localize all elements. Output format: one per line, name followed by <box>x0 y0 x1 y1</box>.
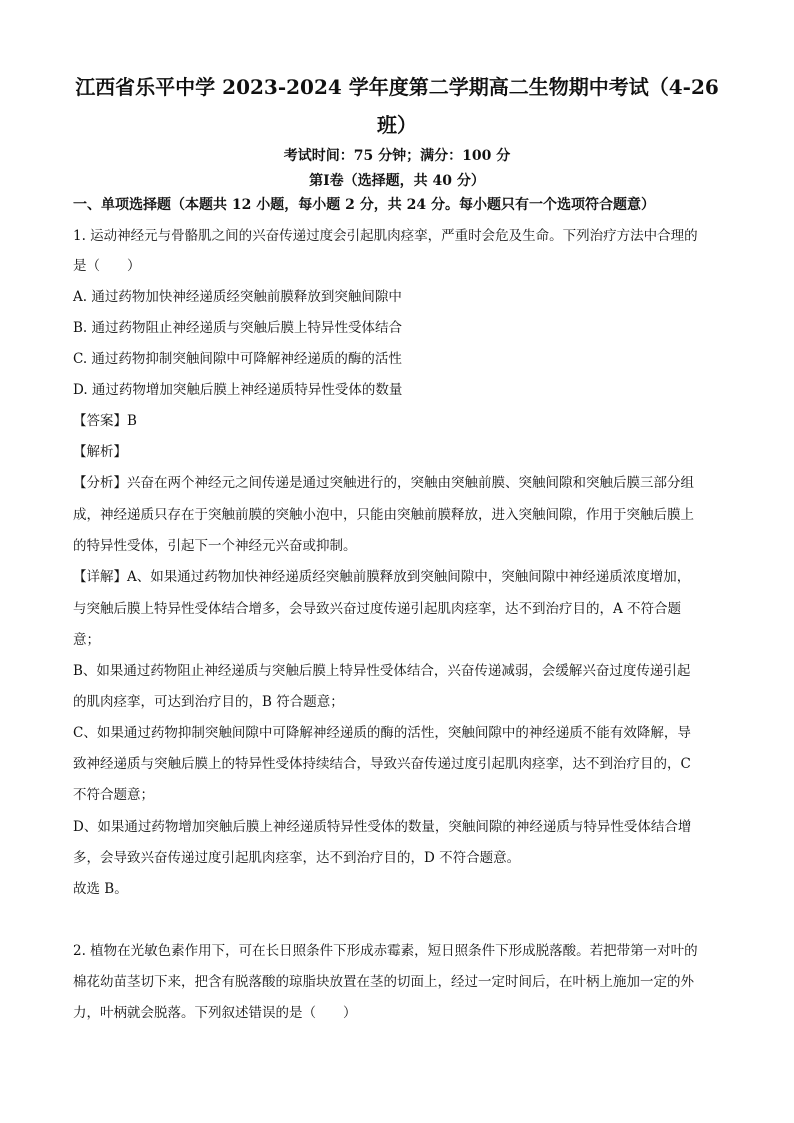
q1-option-c: C. 通过药物抑制突触间隙中可降解神经递质的酶的活性 <box>73 351 402 367</box>
q1-stem-line1: 1. 运动神经元与骨骼肌之间的兴奋传递过度会引起肌肉痉挛，严重时会危及生命。下列治疗方法中合理的 <box>73 228 698 244</box>
q1-option-d: D. 通过药物增加突触后膜上神经递质特异性受体的数量 <box>73 382 403 398</box>
q1-detail-line: 意； <box>73 632 100 648</box>
q1-conclusion: 故选 B。 <box>73 881 128 897</box>
q1-detail-line: 与突触后膜上特异性受体结合增多，会导致兴奋过度传递引起肌肉痉挛，达不到治疗目的，A 不符合题 <box>73 601 682 617</box>
q2-stem-line: 力，叶柄就会脱落。下列叙述错误的是（ ） <box>73 1005 357 1021</box>
q1-analysis-label: 【解析】 <box>73 444 127 460</box>
q1-detail-line: C、如果通过药物抑制突触间隙中可降解神经递质的酶的活性，突触间隙中的神经递质不能有效降解，导 <box>73 725 691 741</box>
q2-stem-line: 2. 植物在光敏色素作用下，可在长日照条件下形成赤霉素，短日照条件下形成脱落酸。若把带第一对叶的 <box>73 943 698 959</box>
q1-analysis-line: 的特异性受体，引起下一个神经元兴奋或抑制。 <box>73 538 357 554</box>
exam-title <box>60 68 734 144</box>
exam-title-line1: 江西省乐平中学 2023-2024 学年度第二学期高二生物期中考试（4-26 <box>75 75 719 99</box>
exam-title-line2: 班） <box>377 113 417 137</box>
q1-stem-line2: 是（ ） <box>73 258 141 274</box>
q1-detail-line: D、如果通过药物增加突触后膜上神经递质特异性受体的数量，突触间隙的神经递质与特异性受体结合增 <box>73 819 692 835</box>
q1-detail-line: 致神经递质与突触后膜上的特异性受体持续结合，导致兴奋传递过度引起肌肉痉挛，达不到治疗目的，C <box>73 756 691 772</box>
q1-analysis-line: 成，神经递质只存在于突触前膜的突触小泡中，只能由突触前膜释放，进入突触间隙，作用于突触后膜上 <box>73 507 694 523</box>
q2-stem-line: 棉花幼苗茎切下来，把含有脱落酸的琼脂块放置在茎的切面上，经过一定时间后，在叶柄上施加一定的外 <box>73 974 694 990</box>
q1-analysis-line: 【分析】兴奋在两个神经元之间传递是通过突触进行的，突触由突触前膜、突触间隙和突触后膜三部分组 <box>73 475 694 491</box>
q1-answer: 【答案】B <box>73 413 137 429</box>
q1-option-b: B. 通过药物阻止神经递质与突触后膜上特异性受体结合 <box>73 320 403 336</box>
volume-heading: 第Ⅰ卷（选择题，共 40 分） <box>309 173 485 189</box>
section-heading: 一、单项选择题（本题共 12 小题，每小题 2 分，共 24 分。每小题只有一个选项符合题意） <box>73 197 655 213</box>
q1-detail-line: 多，会导致兴奋传递过度引起肌肉痉挛，达不到治疗目的，D 不符合题意。 <box>73 850 521 866</box>
q1-detail-line: B、如果通过药物阻止神经递质与突触后膜上特异性受体结合，兴奋传递减弱，会缓解兴奋过度传递引起 <box>73 663 691 679</box>
q1-detail-line: 【详解】A、如果通过药物加快神经递质经突触前膜释放到突触间隙中，突触间隙中神经递质浓度增加， <box>73 569 691 585</box>
q1-detail-line: 不符合题意； <box>73 787 154 803</box>
q1-option-a: A. 通过药物加快神经递质经突触前膜释放到突触间隙中 <box>73 289 402 305</box>
exam-info: 考试时间：75 分钟；满分：100 分 <box>283 148 511 164</box>
q1-detail-line: 的肌肉痉挛，可达到治疗目的，B 符合题意； <box>73 694 344 710</box>
